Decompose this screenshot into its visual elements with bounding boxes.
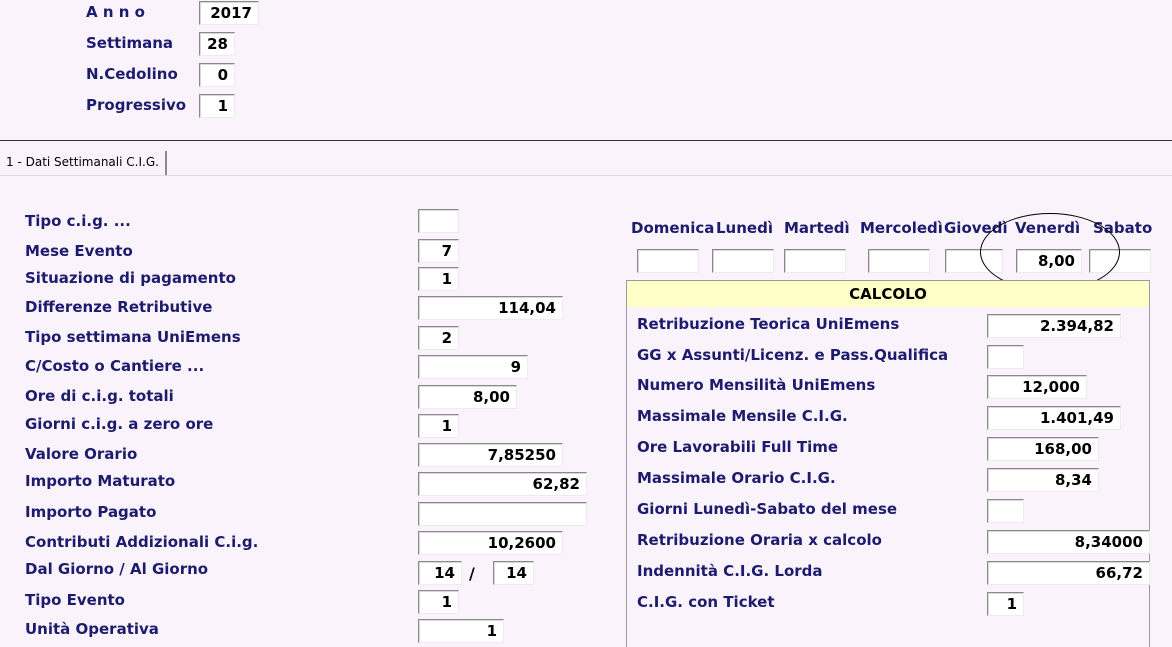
tipo-evento-label: Tipo Evento xyxy=(25,591,125,609)
giorni-zero-ore-field[interactable]: 1 xyxy=(418,414,459,438)
differenze-retributive-label: Differenze Retributive xyxy=(25,298,213,316)
venerdi-label: Venerdì xyxy=(1015,219,1081,237)
sabato-field[interactable] xyxy=(1089,249,1151,273)
retribuzione-teorica-label: Retribuzione Teorica UniEmens xyxy=(637,315,900,333)
progressivo-label: Progressivo xyxy=(86,96,187,114)
valore-orario-label: Valore Orario xyxy=(25,445,138,463)
mese-evento-field[interactable]: 7 xyxy=(418,239,459,263)
indennita-lorda-label: Indennità C.I.G. Lorda xyxy=(637,562,823,580)
venerdi-field[interactable]: 8,00 xyxy=(1016,249,1082,273)
importo-maturato-field[interactable]: 62,82 xyxy=(418,472,587,496)
al-giorno-field[interactable]: 14 xyxy=(493,561,534,585)
tipo-cig-label: Tipo c.i.g. ... xyxy=(25,212,131,230)
differenze-retributive-field[interactable]: 114,04 xyxy=(418,296,563,320)
cedolino-label: N.Cedolino xyxy=(86,65,178,83)
giorni-lun-sab-field[interactable] xyxy=(987,499,1024,523)
tipo-cig-field[interactable] xyxy=(418,209,459,233)
mercoledi-label: Mercoledì xyxy=(860,219,943,237)
ore-lavorabili-field[interactable]: 168,00 xyxy=(987,437,1099,461)
importo-pagato-label: Importo Pagato xyxy=(25,503,157,521)
contributi-addizionali-field[interactable]: 10,2600 xyxy=(418,531,563,555)
anno-label: A n n o xyxy=(86,3,145,21)
settimana-label: Settimana xyxy=(86,34,174,52)
costo-cantiere-label: C/Costo o Cantiere ... xyxy=(25,357,205,375)
retribuzione-oraria-label: Retribuzione Oraria x calcolo xyxy=(637,531,882,549)
giovedi-label: Giovedì xyxy=(944,219,1008,237)
cig-ticket-label: C.I.G. con Ticket xyxy=(637,593,775,611)
massimale-orario-label: Massimale Orario C.I.G. xyxy=(637,469,836,487)
massimale-mensile-field[interactable]: 1.401,49 xyxy=(987,406,1121,430)
martedi-label: Martedì xyxy=(784,219,850,237)
gg-assunti-field[interactable] xyxy=(987,345,1024,369)
importo-maturato-label: Importo Maturato xyxy=(25,472,176,490)
dal-giorno-field[interactable]: 14 xyxy=(418,561,462,585)
ore-cig-totali-field[interactable]: 8,00 xyxy=(418,385,517,409)
mercoledi-field[interactable] xyxy=(868,249,930,273)
cedolino-field[interactable]: 0 xyxy=(199,63,235,87)
valore-orario-field[interactable]: 7,85250 xyxy=(418,443,563,467)
massimale-orario-field[interactable]: 8,34 xyxy=(987,468,1099,492)
dal-al-giorno-label: Dal Giorno / Al Giorno xyxy=(25,560,209,578)
sabato-label: Sabato xyxy=(1093,219,1153,237)
gg-assunti-label: GG x Assunti/Licenz. e Pass.Qualifica xyxy=(637,346,949,364)
massimale-mensile-label: Massimale Mensile C.I.G. xyxy=(637,407,848,425)
tipo-evento-field[interactable]: 1 xyxy=(418,590,459,614)
giorno-separator: / xyxy=(469,564,475,583)
unita-operativa-label: Unità Operativa xyxy=(25,620,159,638)
giorni-lun-sab-label: Giorni Lunedì-Sabato del mese xyxy=(637,500,898,518)
tab-dati-settimanali[interactable]: 1 - Dati Settimanali C.I.G. xyxy=(0,151,167,175)
calcolo-title: CALCOLO xyxy=(627,281,1149,307)
lunedi-field[interactable] xyxy=(712,249,774,273)
giovedi-field[interactable] xyxy=(945,249,1003,273)
contributi-addizionali-label: Contributi Addizionali C.i.g. xyxy=(25,533,259,551)
tab-underline xyxy=(0,175,1172,176)
giorni-zero-ore-label: Giorni c.i.g. a zero ore xyxy=(25,415,214,433)
domenica-field[interactable] xyxy=(637,249,699,273)
indennita-lorda-field[interactable]: 66,72 xyxy=(987,561,1150,585)
martedi-field[interactable] xyxy=(784,249,846,273)
situazione-pagamento-field[interactable]: 1 xyxy=(418,267,459,291)
unita-operativa-field[interactable]: 1 xyxy=(418,619,504,643)
ore-cig-totali-label: Ore di c.i.g. totali xyxy=(25,387,174,405)
domenica-label: Domenica xyxy=(631,219,715,237)
lunedi-label: Lunedì xyxy=(716,219,773,237)
cig-ticket-field[interactable]: 1 xyxy=(987,592,1024,616)
tipo-settimana-field[interactable]: 2 xyxy=(418,326,459,350)
settimana-field[interactable]: 28 xyxy=(199,32,235,56)
progressivo-field[interactable]: 1 xyxy=(199,94,235,118)
numero-mensilita-label: Numero Mensilità UniEmens xyxy=(637,376,876,394)
retribuzione-teorica-field[interactable]: 2.394,82 xyxy=(987,314,1121,338)
numero-mensilita-field[interactable]: 12,000 xyxy=(987,375,1087,399)
tipo-settimana-label: Tipo settimana UniEmens xyxy=(25,328,241,346)
anno-field[interactable]: 2017 xyxy=(199,1,259,25)
situazione-pagamento-label: Situazione di pagamento xyxy=(25,269,236,287)
ore-lavorabili-label: Ore Lavorabili Full Time xyxy=(637,438,839,456)
importo-pagato-field[interactable] xyxy=(418,502,587,526)
header-divider xyxy=(0,140,1172,141)
mese-evento-label: Mese Evento xyxy=(25,242,133,260)
costo-cantiere-field[interactable]: 9 xyxy=(418,355,528,379)
retribuzione-oraria-field[interactable]: 8,34000 xyxy=(987,530,1150,554)
